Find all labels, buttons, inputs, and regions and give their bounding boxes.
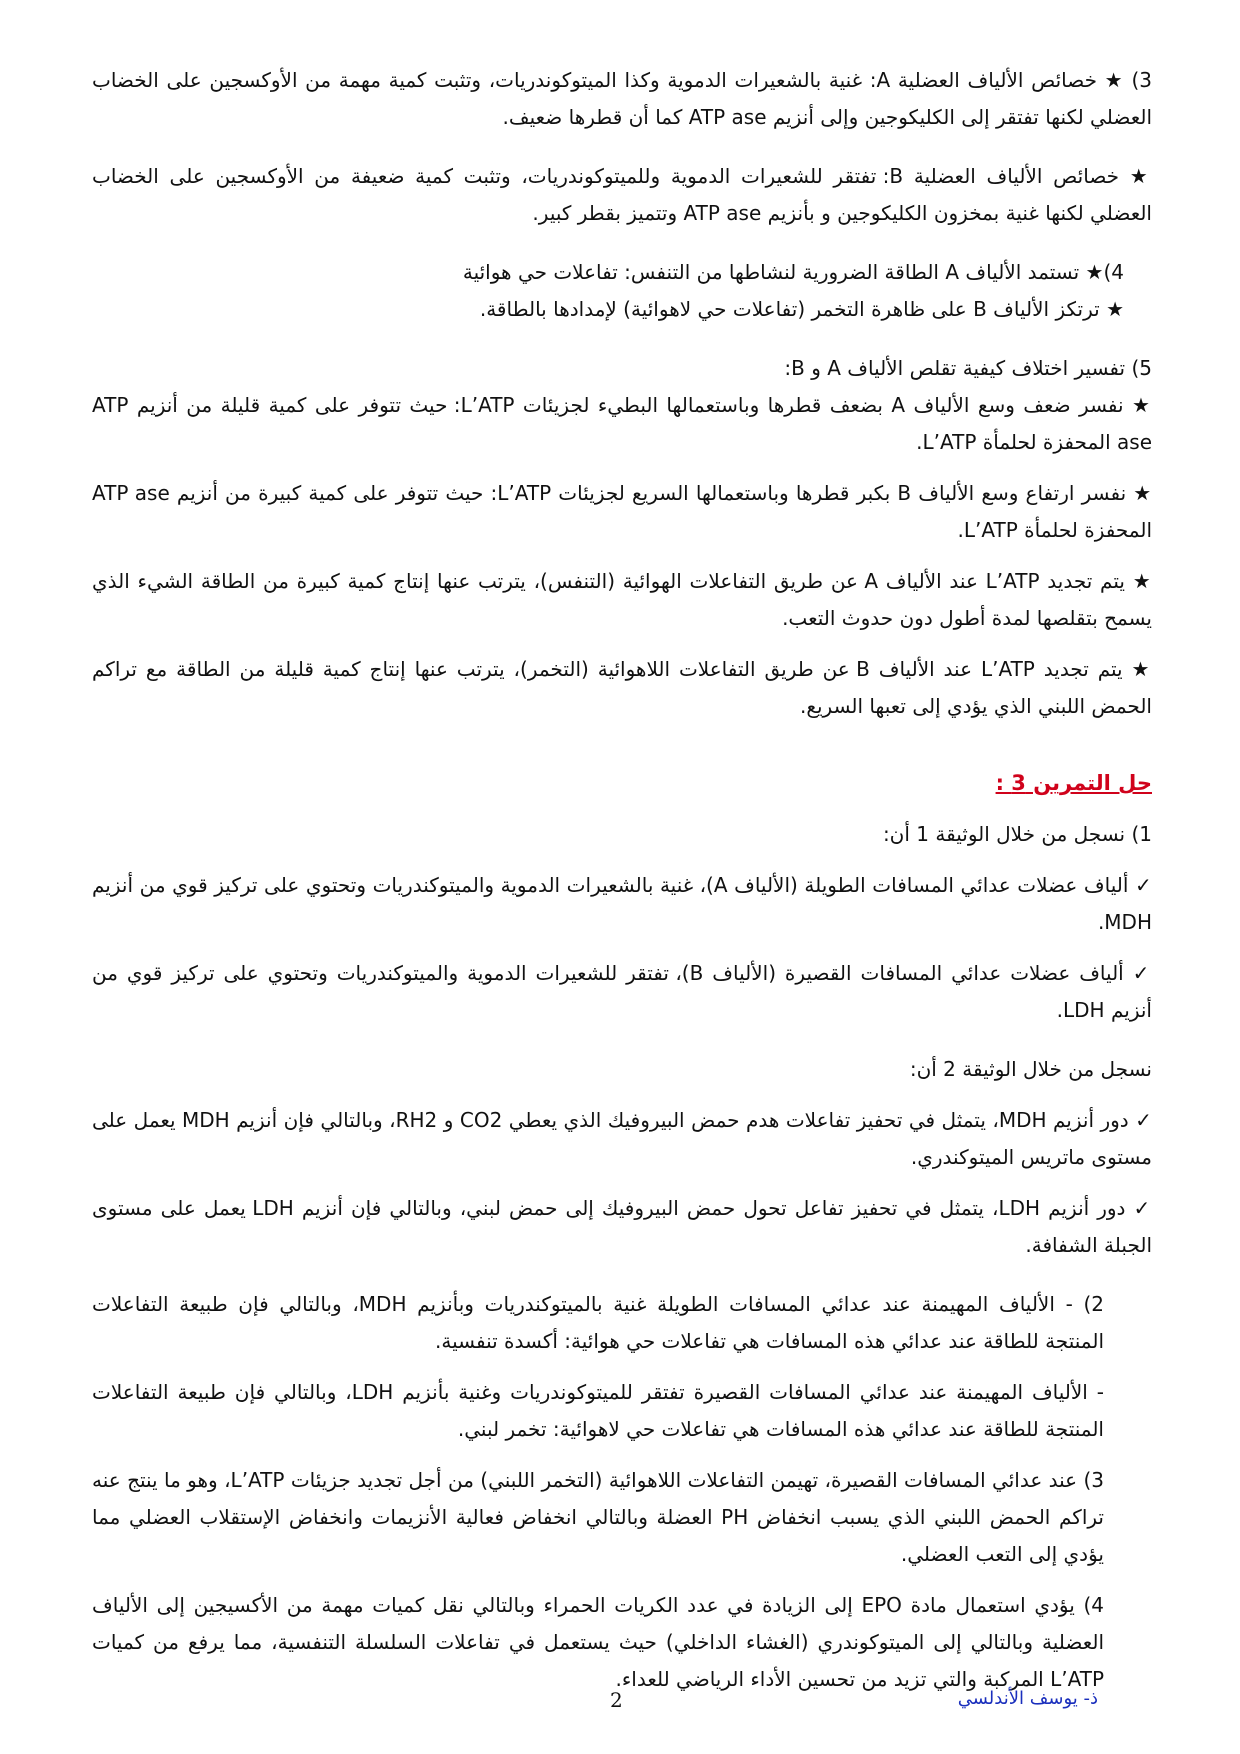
- paragraph-4-aerobic: 4)★ تستمد الألياف A الطاقة الضرورية لنشاطها من التنفس: تفاعلات حي هوائية: [462, 260, 1124, 284]
- answer-1-check-a: ✓ ألياف عضلات عدائي المسافات الطويلة (الألياف A)، غنية بالشعيرات الدموية والميتوكندريات وتحتوي على تركيز قوي من أنزيم MDH.: [92, 867, 1152, 941]
- paragraph-3-fiber-a: 3) ★ خصائص الألياف العضلية A: غنية بالشعيرات الدموية وكذا الميتوكوندريات، وتثبت كمية مهمة من الأوكسجين على الخضاب العضلي لكنها تفتقر إلى الكليكوجين وإلى أنزيم ATP ase كما أن قطرها ضعيف.: [92, 68, 1153, 129]
- answer-2-short-distance: - الألياف المهيمنة عند عدائي المسافات القصيرة تفتقر للميتوكوندريات وغنية بأنزيم LDH، وبالتالي فإن طبيعة التفاعلات المنتجة للطاقة عند عدائي هذه المسافات هي تفاعلات حي لاهوائية: تخمر لبني.: [92, 1380, 1105, 1441]
- paragraph-4-fermentation: ★ ترتكز الألياف B على ظاهرة التخمر (تفاعلات حي لاهوائية) لإمدادها بالطاقة.: [479, 297, 1124, 321]
- page-body: [92, 62, 1152, 1698]
- answer-1-check-b: ✓ ألياف عضلات عدائي المسافات القصيرة (الألياف B)، تفتقر للشعيرات الدموية والميتوكندريات وتحتوي على تركيز قوي من أنزيم LDH.: [92, 955, 1152, 1029]
- paragraph-5-fiber-a: ★ نفسر ضعف وسع الألياف A بضعف قطرها وباستعمالها البطيء لجزيئات L’ATP: حيث تتوفر على كمية قليلة من أنزيم ATP ase المحفزة لحلمأة L’ATP.: [92, 393, 1153, 454]
- answer-1-check-mdh: ✓ دور أنزيم MDH، يتمثل في تحفيز تفاعلات هدم حمض البيروفيك الذي يعطي CO2 و RH2، وبالتالي فإن أنزيم MDH يعمل على مستوى ماتريس الميتوكندري.: [92, 1102, 1152, 1176]
- paragraph-atp-a: ★ يتم تجديد L’ATP عند الألياف A عن طريق التفاعلات الهوائية (التنفس)، يترتب عنها إنتاج كمية كبيرة من الطاقة الشيء الذي يسمح بتقلصها لمدة أطول دون حدوث التعب.: [92, 569, 1152, 630]
- paragraph-5-fiber-b: ★ نفسر ارتفاع وسع الألياف B بكبر قطرها وباستعمالها السريع لجزيئات L’ATP: حيث تتوفر على كمية كبيرة من أنزيم ATP ase المحفزة لحلمأة L’ATP.: [92, 481, 1152, 542]
- answer-1-check-ldh: ✓ دور أنزيم LDH، يتمثل في تحفيز تفاعل تحول حمض البيروفيك إلى حمض لبني، وبالتالي فإن أنزيم LDH يعمل على مستوى الجبلة الشفافة.: [92, 1190, 1152, 1264]
- answer-2-long-distance: 2) - الألياف المهيمنة عند عدائي المسافات الطويلة غنية بالميتوكندريات وبأنزيم MDH، وبالتالي فإن طبيعة التفاعلات المنتجة للطاقة عند عدائي هذه المسافات هي تفاعلات حي هوائية: أكسدة تنفسية.: [92, 1292, 1105, 1353]
- answer-4: 4) يؤدي استعمال مادة EPO إلى الزيادة في عدد الكريات الحمراء وبالتالي نقل كميات مهمة من الأكسيجين إلى الألياف العضلية وبالتالي إلى الميتوكوندري (الغشاء الداخلي) حيث يستعمل في تفاعلات السلسلة التنفسية، مما يرفع من كميات L’ATP المركبة والتي تزيد من تحسين الأداء الرياضي للعداء.: [92, 1593, 1105, 1691]
- exercise-3-title: حل التمرين 3 :: [995, 771, 1152, 795]
- answer-1-intro: 1) نسجل من خلال الوثيقة 1 أن:: [882, 822, 1152, 846]
- paragraph-fiber-b: ★ خصائص الألياف العضلية B: تفتقر للشعيرات الدموية وللميتوكوندريات، وتثبت كمية ضعيفة من الأوكسجين على الخضاب العضلي لكنها غنية بمخزون الكليكوجين و بأنزيم ATP ase وتتميز بقطر كبير.: [92, 164, 1153, 225]
- author-name: ذ- يوسف الأندلسي: [957, 1688, 1098, 1709]
- paragraph-5-heading: 5) تفسير اختلاف كيفية تقلص الألياف A و B:: [784, 356, 1152, 380]
- answer-3: 3) عند عدائي المسافات القصيرة، تهيمن التفاعلات اللاهوائية (التخمر اللبني) من أجل تجديد جزيئات L’ATP، وهو ما ينتج عنه تراكم الحمض اللبني الذي يسبب انخفاض PH العضلة وبالتالي انخفاض فعالية الأنزيمات وانخفاض الإستقلاب العضلي مما يؤدي إلى التعب العضلي.: [92, 1468, 1105, 1566]
- paragraph-atp-b: ★ يتم تجديد L’ATP عند الألياف B عن طريق التفاعلات اللاهوائية (التخمر)، يترتب عنها إنتاج كمية قليلة من الطاقة مع تراكم الحمض اللبني الذي يؤدي إلى تعبها السريع.: [92, 657, 1152, 718]
- page-number: 2: [610, 1688, 623, 1712]
- page-footer: [0, 1688, 1240, 1718]
- answer-1-doc2-intro: نسجل من خلال الوثيقة 2 أن:: [909, 1057, 1152, 1081]
